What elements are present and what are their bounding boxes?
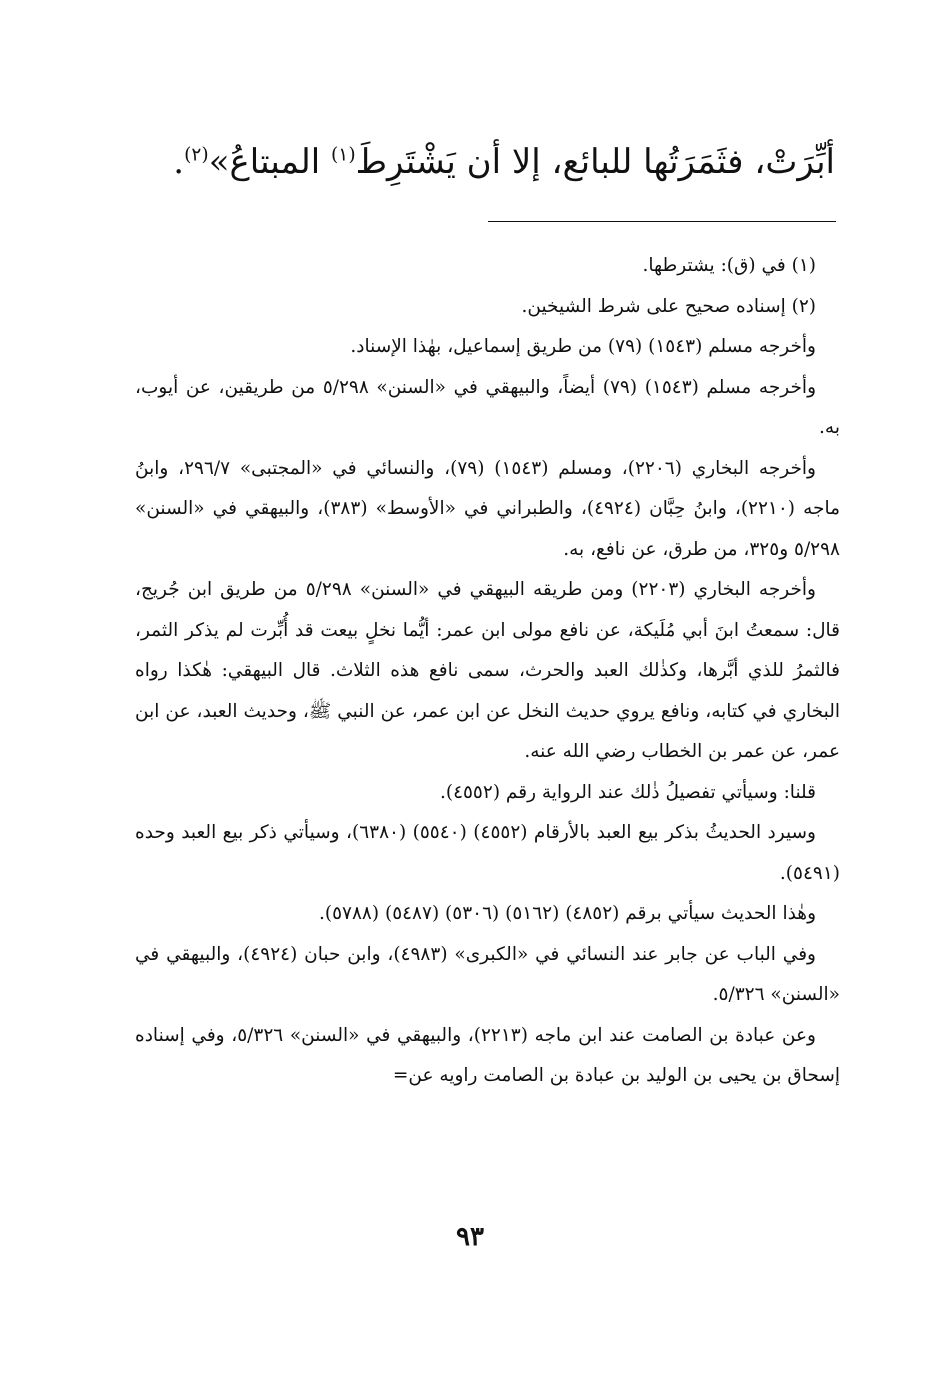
footnote-paragraph: وسيرد الحديثُ بذكر بيع العبد بالأرقام (٤٥٥٢) (٥٥٤٠) (٦٣٨٠)، وسيأتي ذكر بيع العبد وحده (٥٤٩١). xyxy=(135,822,840,884)
page-number: ٩٣ xyxy=(456,1222,484,1252)
footnote-paragraph: وعن عبادة بن الصامت عند ابن ماجه (٢٢١٣)، والبيهقي في «السنن» ٥/٣٢٦، وفي إسناده إسحاق بن يحيى بن الوليد بن عبادة بن الصامت راويه عن= xyxy=(135,1024,840,1086)
footnotes-section xyxy=(135,246,840,1097)
hadith-text-part-1: أبِّرَتْ، فثَمَرَتُها للبائع، إلا أن يَشْتَرِطَ xyxy=(355,142,835,182)
hadith-text-line xyxy=(115,138,835,186)
footnote-marker-2: (٢) xyxy=(184,144,209,166)
hadith-text-end: . xyxy=(173,142,185,182)
footnote-paragraph: وأخرجه مسلم (١٥٤٣) (٧٩) من طريق إسماعيل، بهٰذا الإسناد. xyxy=(350,336,816,357)
footnote-marker-1: (١) xyxy=(330,144,356,166)
footnote-paragraph: وأخرجه البخاري (٢٢٠٦)، ومسلم (١٥٤٣) (٧٩)، والنسائي في «المجتبى» ٢٩٦/٧، وابنُ ماجه (٢٢١٠)، وابنُ حِبَّان (٤٩٢٤)، والطبراني في «الأوسط» (٣٨٣)، والبيهقي في «السنن» ٥/٢٩٨ و٣٢٥، من طرق، عن نافع، به. xyxy=(135,457,841,560)
hadith-text-part-2: المبتاعُ» xyxy=(208,142,331,182)
footnote-separator xyxy=(488,221,836,222)
footnote-paragraph: قلنا: وسيأتي تفصيلُ ذٰلك عند الرواية رقم (٤٥٥٢). xyxy=(439,781,816,803)
footnote-paragraph: وأخرجه مسلم (١٥٤٣) (٧٩) أيضاً، والبيهقي في «السنن» ٥/٢٩٨ من طريقين، عن أيوب، به. xyxy=(135,376,840,438)
footnote-paragraph: وهٰذا الحديث سيأتي برقم (٤٨٥٢) (٥١٦٢) (٥٣٠٦) (٥٤٨٧) (٥٧٨٨). xyxy=(319,903,816,924)
footnote-1: (١) في (ق): يشترطها. xyxy=(642,255,816,276)
footnote-paragraph: وأخرجه البخاري (٢٢٠٣) ومن طريقه البيهقي في «السنن» ٥/٢٩٨ من طريق ابن جُريج، قال: سمعتُ ابنَ أبي مُلَيكة، عن نافع مولى ابن عمر: أيُّما نخلٍ بيعت قد أُبِّرت لم يذكر الثمر، فالثمرُ للذي أبَّرها، وكذٰلك العبد والحرث، سمى نافع هذه الثلاث. قال البيهقي: هٰكذا رواه البخاري في كتابه، ونافع يروي حديث النخل عن ابن عمر، عن النبي ﷺ، وحديث العبد، عن ابن عمر، عن عمر بن الخطاب رضي الله عنه. xyxy=(135,579,840,762)
footnote-2: (٢) إسناده صحيح على شرط الشيخين. xyxy=(521,295,816,317)
footnote-paragraph: وفي الباب عن جابر عند النسائي في «الكبرى» (٤٩٨٣)، وابن حبان (٤٩٢٤)، والبيهقي في «السنن» ٥/٣٢٦. xyxy=(135,943,840,1005)
